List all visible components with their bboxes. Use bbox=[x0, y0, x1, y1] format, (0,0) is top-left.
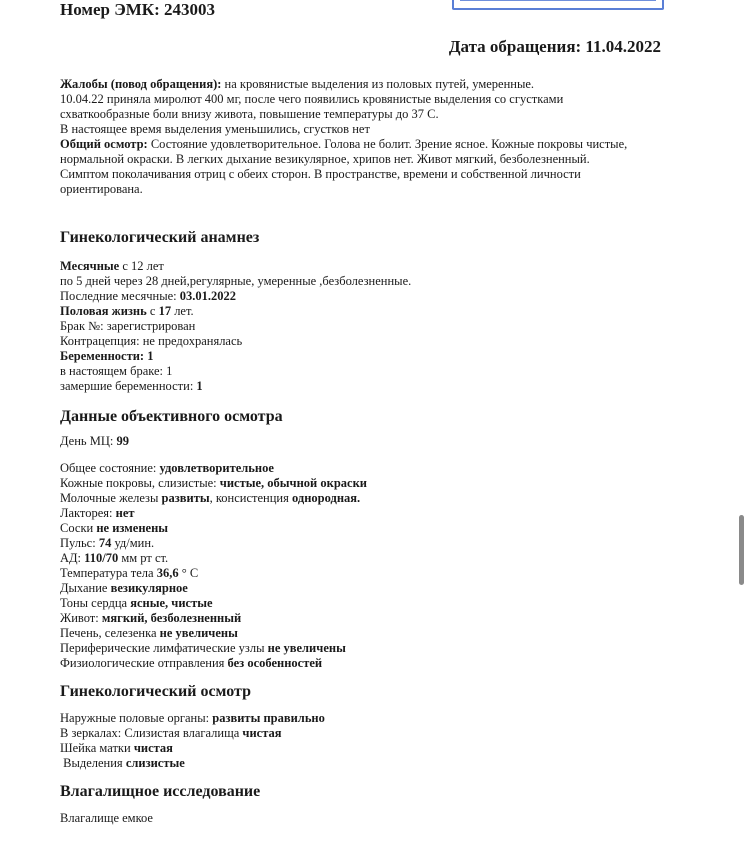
objective-row: Дыхание везикулярное bbox=[60, 581, 188, 595]
objective-row: Лакторея: нет bbox=[60, 506, 135, 520]
objective-row: Пульс: 74 уд/мин. bbox=[60, 536, 155, 550]
objective-title: Данные объективного осмотра bbox=[60, 408, 283, 425]
scrollbar[interactable] bbox=[739, 515, 744, 585]
objective-row: Соски не изменены bbox=[60, 521, 169, 535]
general-exam-line: Общий осмотр: Состояние удовлетворительное. Голова не болит. Зрение ясное. Кожные покровы чистые, bbox=[60, 137, 628, 151]
complaints-label: Жалобы (повод обращения): bbox=[60, 77, 222, 91]
objective-list bbox=[60, 461, 690, 671]
general-exam-label: Общий осмотр: bbox=[60, 137, 148, 151]
gyn-exam-title: Гинекологический осмотр bbox=[60, 683, 251, 700]
objective-row: Молочные железы развиты, консистенция однородная. bbox=[60, 491, 361, 505]
objective-row: АД: 110/70 мм рт ст. bbox=[60, 551, 169, 565]
visit-date: Дата обращения: 11.04.2022 bbox=[448, 37, 661, 56]
objective-row: Кожные покровы, слизистые: чистые, обычной окраски bbox=[60, 476, 367, 490]
stamp-mark bbox=[452, 0, 664, 10]
objective-row: Периферические лимфатические узлы не увеличены bbox=[60, 641, 346, 655]
objective-row: Тоны сердца ясные, чистые bbox=[60, 596, 213, 610]
objective-row: Печень, селезенка не увеличены bbox=[60, 626, 238, 640]
complaints-line: Жалобы (повод обращения): на кровянистые выделения из половых путей, умеренные. bbox=[60, 77, 535, 91]
objective-row: Температура тела 36,6 ° С bbox=[60, 566, 199, 580]
gyn-history-title: Гинекологический анамнез bbox=[60, 229, 260, 246]
objective-row: Живот: мягкий, безболезненный bbox=[60, 611, 242, 625]
objective-row: Общее состояние: удовлетворительное bbox=[60, 461, 274, 475]
document-body: Жалобы (повод обращения): на кровянистые выделения из половых путей, умеренные. 10.04.22 приняла миролют 400 мг, после чего появились кровянистые выделения со сгустками схваткообразные боли внизу живота, повышение температуры до 37 С. В настоящее время выделения уменьшились, сгустков нет Общий осмотр: Состояние удовлетворительное. Голова не болит. Зрение ясное. Кожные покровы чистые, нормальной окраски. В легких дыхание везикулярное, хрипов нет. Живот мягкий, безболезненный. Симптом поколачивания отриц с обеих сторон. В пространстве, времени и собственной личности ориентирована. Гинекологический анамнез Месячные с 12 лет по 5 дней через 28 дней,регулярные, умеренные ,безболезненные. Последние месячные: 03.01.2022 Половая жизнь с 17 лет. Брак №: зарегистрирован Контрацепция: не предохранялась Беременности: 1 в настоящем браке: 1 замершие беременности: 1 Данные объективного осмотра День МЦ: 99 Общее состояние: удовлетворительное Кожные покровы, слизистые: чистые, обычной окраски Молочные железы развиты, консистенция однородная. Лакторея: нет Соски не изменены Пульс: 74 уд/мин. АД: 110/70 мм рт ст. Температура тела 36,6 ° С Дыхание везикулярное Тоны сердца ясные, чистые Живот: мягкий, безболезненный Печень, селезенка не увеличены Периферические лимфатические узлы не увеличены Физиологические отправления без особенностей Гинекологический осмотр Наружные половые органы: развиты правильно В зеркалах: Слизистая влагалища чистая Шейка матки чистая Выделения слизистые Влагалищное исследование Влагалище емкое bbox=[60, 77, 690, 826]
vaginal-text: Влагалище емкое bbox=[60, 811, 153, 825]
vaginal-title: Влагалищное исследование bbox=[60, 783, 261, 800]
emk-number: Номер ЭМК: 243003 bbox=[60, 0, 216, 19]
objective-row: Физиологические отправления без особенностей bbox=[60, 656, 323, 670]
